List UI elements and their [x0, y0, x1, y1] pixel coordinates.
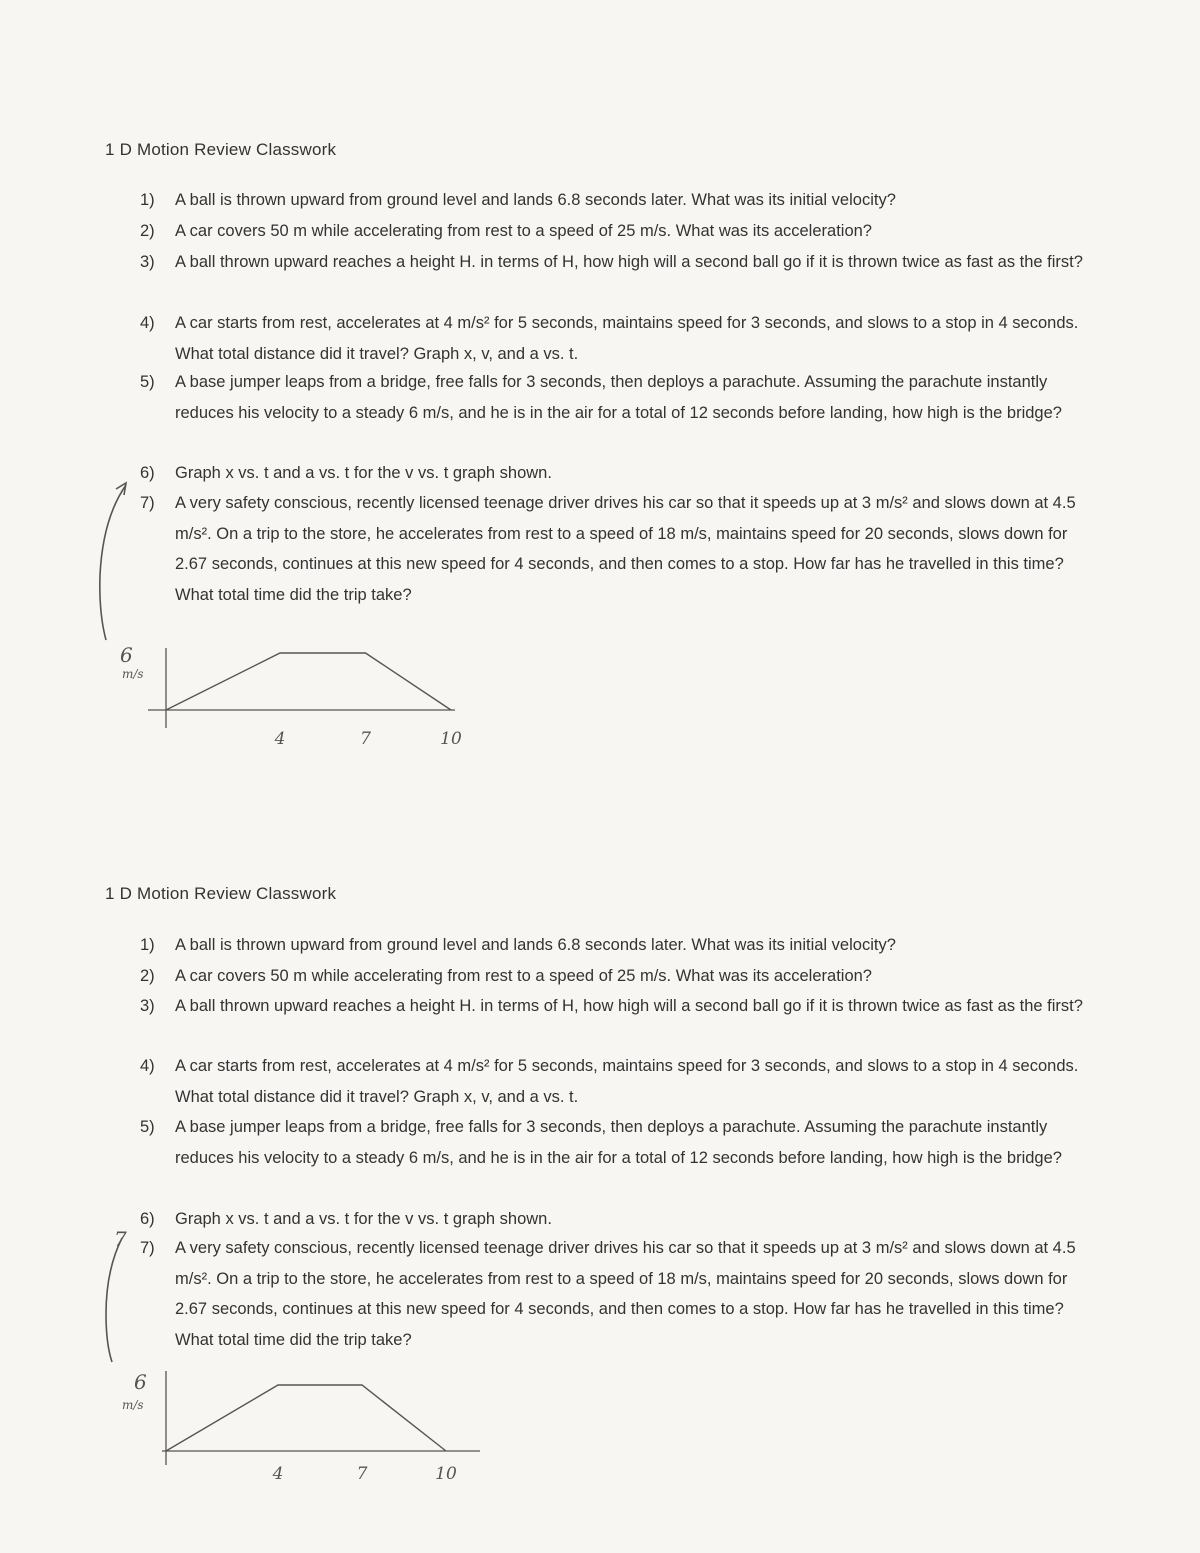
question-text: A car covers 50 m while accelerating from rest to a speed of 25 m/s. What was its acceleration?	[175, 222, 872, 240]
question-number: 2)	[140, 967, 155, 985]
question-text: A car starts from rest, accelerates at 4 m/s² for 5 seconds, maintains speed for 3 seconds, and slows to a stop in 4 seconds. What total distance did it travel? Graph x, v, and a vs. t.	[175, 1057, 1079, 1106]
question-number: 6)	[140, 464, 155, 482]
question-number: 5)	[140, 373, 155, 391]
velocity-time-graph	[100, 640, 500, 800]
y-value-label: 6	[134, 1370, 147, 1394]
question-text: A very safety conscious, recently licensed teenage driver drives his car so that it speeds up at 3 m/s² and slows down at 4.5 m/s². On a trip to the store, he accelerates from rest to a speed of 18 m/s, maintains speed for 20 seconds, slows down for 2.67 seconds, continues at this new speed for 4 seconds, and then comes to a stop. How far has he travelled in this time? What total time did the trip take?	[175, 1239, 1076, 1349]
question-number: 1)	[140, 191, 155, 209]
x-tick-label: 4	[274, 729, 286, 749]
page-title: 1 D Motion Review Classwork	[105, 884, 337, 903]
question-number: 1)	[140, 936, 155, 954]
question-number: 2)	[140, 222, 155, 240]
question-text: A car covers 50 m while accelerating from rest to a speed of 25 m/s. What was its acceleration?	[175, 967, 872, 985]
question-text: A car starts from rest, accelerates at 4 m/s² for 5 seconds, maintains speed for 3 seconds, and slows to a stop in 4 seconds. What total distance did it travel? Graph x, v, and a vs. t.	[175, 314, 1079, 363]
x-tick-label: 10	[435, 1464, 457, 1484]
y-unit-label: m/s	[122, 667, 144, 681]
question-text: A very safety conscious, recently licensed teenage driver drives his car so that it speeds up at 3 m/s² and slows down at 4.5 m/s². On a trip to the store, he accelerates from rest to a speed of 18 m/s, maintains speed for 20 seconds, slows down for 2.67 seconds, continues at this new speed for 4 seconds, and then comes to a stop. How far has he travelled in this time? What total time did the trip take?	[175, 494, 1076, 604]
x-tick-label: 7	[356, 1464, 368, 1484]
page-title: 1 D Motion Review Classwork	[105, 140, 337, 159]
x-tick-label: 4	[272, 1464, 284, 1484]
y-unit-label: m/s	[122, 1398, 144, 1412]
handwritten-marker: 7	[114, 1227, 127, 1251]
question-text: Graph x vs. t and a vs. t for the v vs. t graph shown.	[175, 464, 552, 482]
x-tick-label: 10	[440, 729, 462, 749]
question-text: A ball is thrown upward from ground level and lands 6.8 seconds later. What was its initial velocity?	[175, 191, 896, 209]
question-number: 4)	[140, 314, 155, 332]
question-number: 5)	[140, 1118, 155, 1136]
question-number: 3)	[140, 997, 155, 1015]
question-number: 7)	[140, 494, 155, 512]
question-text: A base jumper leaps from a bridge, free falls for 3 seconds, then deploys a parachute. Assuming the parachute instantly reduces his velocity to a steady 6 m/s, and he is in the air for a total of 12 seconds before landing, how high is the bridge?	[175, 373, 1062, 422]
question-text: A ball thrown upward reaches a height H. in terms of H, how high will a second ball go if it is thrown twice as fast as the first?	[175, 253, 1083, 271]
question-number: 6)	[140, 1210, 155, 1228]
question-text: A ball thrown upward reaches a height H. in terms of H, how high will a second ball go if it is thrown twice as fast as the first?	[175, 997, 1083, 1015]
velocity-line	[166, 653, 451, 710]
x-tick-label: 7	[360, 729, 371, 749]
velocity-line	[166, 1385, 446, 1451]
question-text: A base jumper leaps from a bridge, free falls for 3 seconds, then deploys a parachute. Assuming the parachute instantly reduces his velocity to a steady 6 m/s, and he is in the air for a total of 12 seconds before landing, how high is the bridge?	[175, 1118, 1062, 1167]
velocity-time-graph	[100, 1369, 500, 1529]
question-text: Graph x vs. t and a vs. t for the v vs. t graph shown.	[175, 1210, 552, 1228]
handwritten-bracket	[92, 1224, 142, 1374]
y-value-label: 6	[120, 643, 133, 667]
handwritten-bracket	[88, 475, 138, 655]
question-text: A ball is thrown upward from ground level and lands 6.8 seconds later. What was its initial velocity?	[175, 936, 896, 954]
question-number: 7)	[140, 1239, 155, 1257]
question-number: 4)	[140, 1057, 155, 1075]
question-number: 3)	[140, 253, 155, 271]
